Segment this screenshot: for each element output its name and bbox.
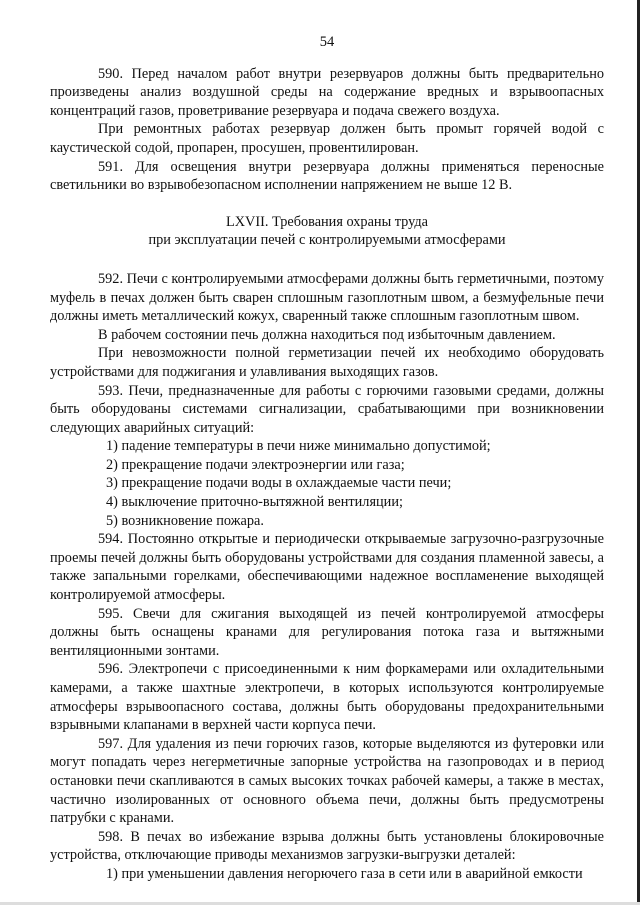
section-heading — [50, 213, 604, 250]
list-item-593-1: 1) падение температуры в печи ниже минимально допустимой; — [106, 438, 491, 455]
list-item-593-5: 5) возникновение пожара. — [106, 512, 264, 529]
paragraph-598: 598. В печах во избежание взрыва должны быть установлены блокировочные устройства, отключающие приводы механизмов загрузки-выгрузки деталей: — [50, 828, 604, 864]
list-item-593-2: 2) прекращение подачи электроэнергии или газа; — [106, 456, 405, 473]
list-item-593-3: 3) прекращение подачи воды в охлаждаемые части печи; — [106, 475, 452, 492]
paragraph-592-sealing: При невозможности полной герметизации печей их необходимо оборудовать устройствами для поджигания и улавливания выходящих газов. — [50, 345, 604, 380]
list-item-593-4: 4) выключение приточно-вытяжной вентиляции; — [106, 494, 403, 511]
paragraph-596: 596. Электропечи с присоединенными к ним форкамерами или охладительными камерами, а также шахтные электропечи, в которых используются контролируемые атмосферы взрывоопасного состава, должны быть оборудованы предохранительными взрывными клапанами в верхней части корпуса печи. — [50, 661, 604, 734]
paragraph-595: 595. Свечи для сжигания выходящей из печей контролируемой атмосферы должны быть оснащены кранами для регулирования потока газа и вытяжными вентиляционными зонтами. — [50, 605, 604, 659]
paragraph-590-cont: При ремонтных работах резервуар должен быть промыт горячей водой с каустической содой, пропарен, просушен, провентилирован. — [50, 121, 604, 156]
page-number: 54 — [319, 34, 335, 50]
section-heading-line-1: LXVII. Требования охраны труда — [225, 213, 429, 230]
paragraph-592: 592. Печи с контролируемыми атмосферами должны быть герметичными, поэтому муфель в печах должен быть сварен сплошным газоплотным швом, а безмуфельные печи должны иметь металлический кожух, сваренный также сплошным газоплотным швом. — [50, 270, 604, 325]
paragraph-593: 593. Печи, предназначенные для работы с горючими газовыми средами, должны быть оборудованы системами сигнализации, срабатывающими при возникновении следующих аварийных ситуаций: — [50, 382, 604, 436]
section-heading-line-2: при эксплуатации печей с контролируемыми атмосферами — [148, 232, 506, 249]
list-item-598-1: 1) при уменьшении давления негорючего газа в сети или в аварийной емкости — [106, 865, 583, 882]
paragraph-590: 590. Перед началом работ внутри резервуаров должны быть предварительно произведены анализ воздушной среды на содержание вредных и взрывоопасных концентраций газов, проветривание резервуара и подача свежего воздуха. — [50, 65, 604, 119]
paragraph-597: 597. Для удаления из печи горючих газов, которые выделяются из футеровки или могут попадать через негерметичные запорные устройства на газопроводах и в период остановки печи скапливаются в самых высоких точках рабочей камеры, а также в местах, частично изолированных от основного объема печи, должны быть предусмотрены патрубки с кранами. — [50, 735, 604, 827]
paragraph-591: 591. Для освещения внутри резервуара должны применяться переносные светильники во взрывобезопасном исполнении напряжением не выше 12 В. — [50, 158, 604, 194]
paragraph-592-pressure: В рабочем состоянии печь должна находиться под избыточным давлением. — [98, 326, 556, 343]
paragraph-594: 594. Постоянно открытые и периодически открываемые загрузочно-разгрузочные проемы печей должны быть оборудованы устройствами для создания пламенной завесы, а также запальными горелками, обеспечивающими надежное воспламенение выходящей контролируемой атмосферы. — [50, 531, 604, 604]
